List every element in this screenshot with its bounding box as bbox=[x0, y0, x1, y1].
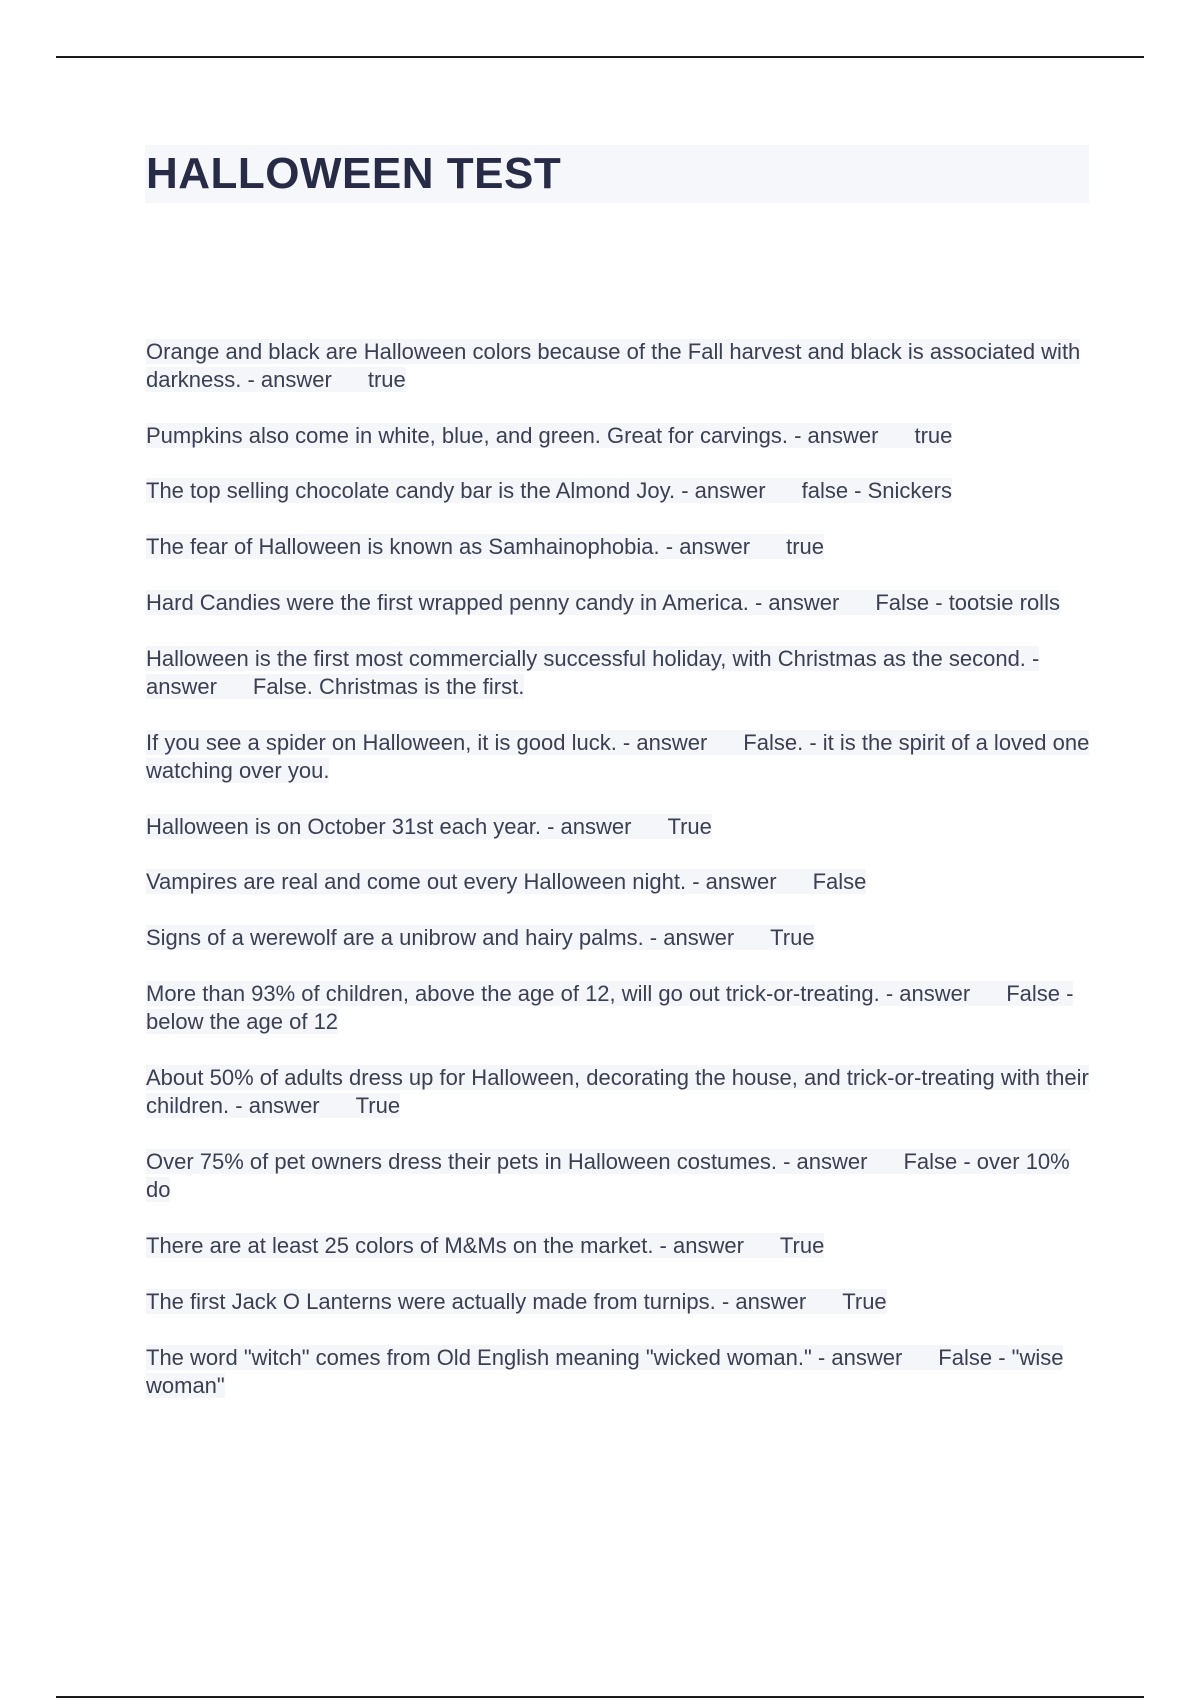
qa-item bbox=[146, 338, 1090, 394]
answer-text: true bbox=[914, 423, 953, 448]
answer-text: False - "wise woman" bbox=[146, 1345, 1064, 1398]
answer-text: True bbox=[770, 925, 815, 950]
answer-text: False. Christmas is the first. bbox=[252, 674, 525, 699]
qa-item bbox=[146, 1148, 1090, 1204]
answer-text: True bbox=[842, 1289, 887, 1314]
answer-text: False - below the age of 12 bbox=[146, 981, 1074, 1034]
answer-text: False bbox=[812, 869, 867, 894]
qa-item bbox=[146, 422, 1090, 450]
question-text: More than 93% of children, above the age of 12, will go out trick-or-treating. - answer bbox=[146, 981, 971, 1006]
question-text: The top selling chocolate candy bar is the Almond Joy. - answer bbox=[146, 478, 766, 503]
answer-text: False - over 10% do bbox=[146, 1149, 1070, 1202]
answer-text: True bbox=[667, 814, 712, 839]
question-text: Hard Candies were the first wrapped penny candy in America. - answer bbox=[146, 590, 840, 615]
question-text: Over 75% of pet owners dress their pets in Halloween costumes. - answer bbox=[146, 1149, 868, 1174]
qa-item bbox=[146, 729, 1090, 785]
question-text: About 50% of adults dress up for Halloween, decorating the house, and trick-or-treating with their children. - answer bbox=[146, 1065, 1089, 1118]
qa-item bbox=[146, 1344, 1090, 1400]
bottom-rule bbox=[56, 1696, 1144, 1698]
question-text: Halloween is on October 31st each year. - answer bbox=[146, 814, 632, 839]
qa-item bbox=[146, 589, 1090, 617]
question-text: The first Jack O Lanterns were actually made from turnips. - answer bbox=[146, 1289, 807, 1314]
question-text: Vampires are real and come out every Halloween night. - answer bbox=[146, 869, 777, 894]
question-text: Halloween is the first most commercially successful holiday, with Christmas as the second. - answer bbox=[146, 646, 1040, 699]
answer-text: false - Snickers bbox=[801, 478, 952, 503]
answer-text: true bbox=[367, 367, 406, 392]
question-text: If you see a spider on Halloween, it is good luck. - answer bbox=[146, 730, 708, 755]
question-text: There are at least 25 colors of M&Ms on the market. - answer bbox=[146, 1233, 744, 1258]
qa-item bbox=[146, 1064, 1090, 1120]
qa-item bbox=[146, 533, 1090, 561]
question-text: Orange and black are Halloween colors because of the Fall harvest and black is associated with darkness. - answer bbox=[146, 339, 1081, 392]
qa-item bbox=[146, 1232, 1090, 1260]
question-text: Pumpkins also come in white, blue, and green. Great for carvings. - answer bbox=[146, 423, 879, 448]
answer-text: True bbox=[779, 1233, 825, 1258]
answer-text: False - tootsie rolls bbox=[875, 590, 1060, 615]
question-text: The word "witch" comes from Old English meaning "wicked woman." - answer bbox=[146, 1345, 903, 1370]
qa-item bbox=[146, 813, 1090, 841]
qa-item bbox=[146, 868, 1090, 896]
qa-item bbox=[146, 1288, 1090, 1316]
qa-item bbox=[146, 645, 1090, 701]
qa-item bbox=[146, 980, 1090, 1036]
question-text: The fear of Halloween is known as Samhainophobia. - answer bbox=[146, 534, 751, 559]
top-rule bbox=[56, 56, 1144, 58]
qa-item bbox=[146, 477, 1090, 505]
page-title: HALLOWEEN TEST bbox=[146, 149, 562, 198]
answer-text: False. - it is the spirit of a loved one watching over you. bbox=[146, 730, 1090, 783]
answer-text: true bbox=[786, 534, 825, 559]
question-text: Signs of a werewolf are a unibrow and hairy palms. - answer bbox=[146, 925, 735, 950]
qa-list bbox=[146, 338, 1090, 1400]
answer-text: True bbox=[355, 1093, 401, 1118]
qa-item bbox=[146, 924, 1090, 952]
